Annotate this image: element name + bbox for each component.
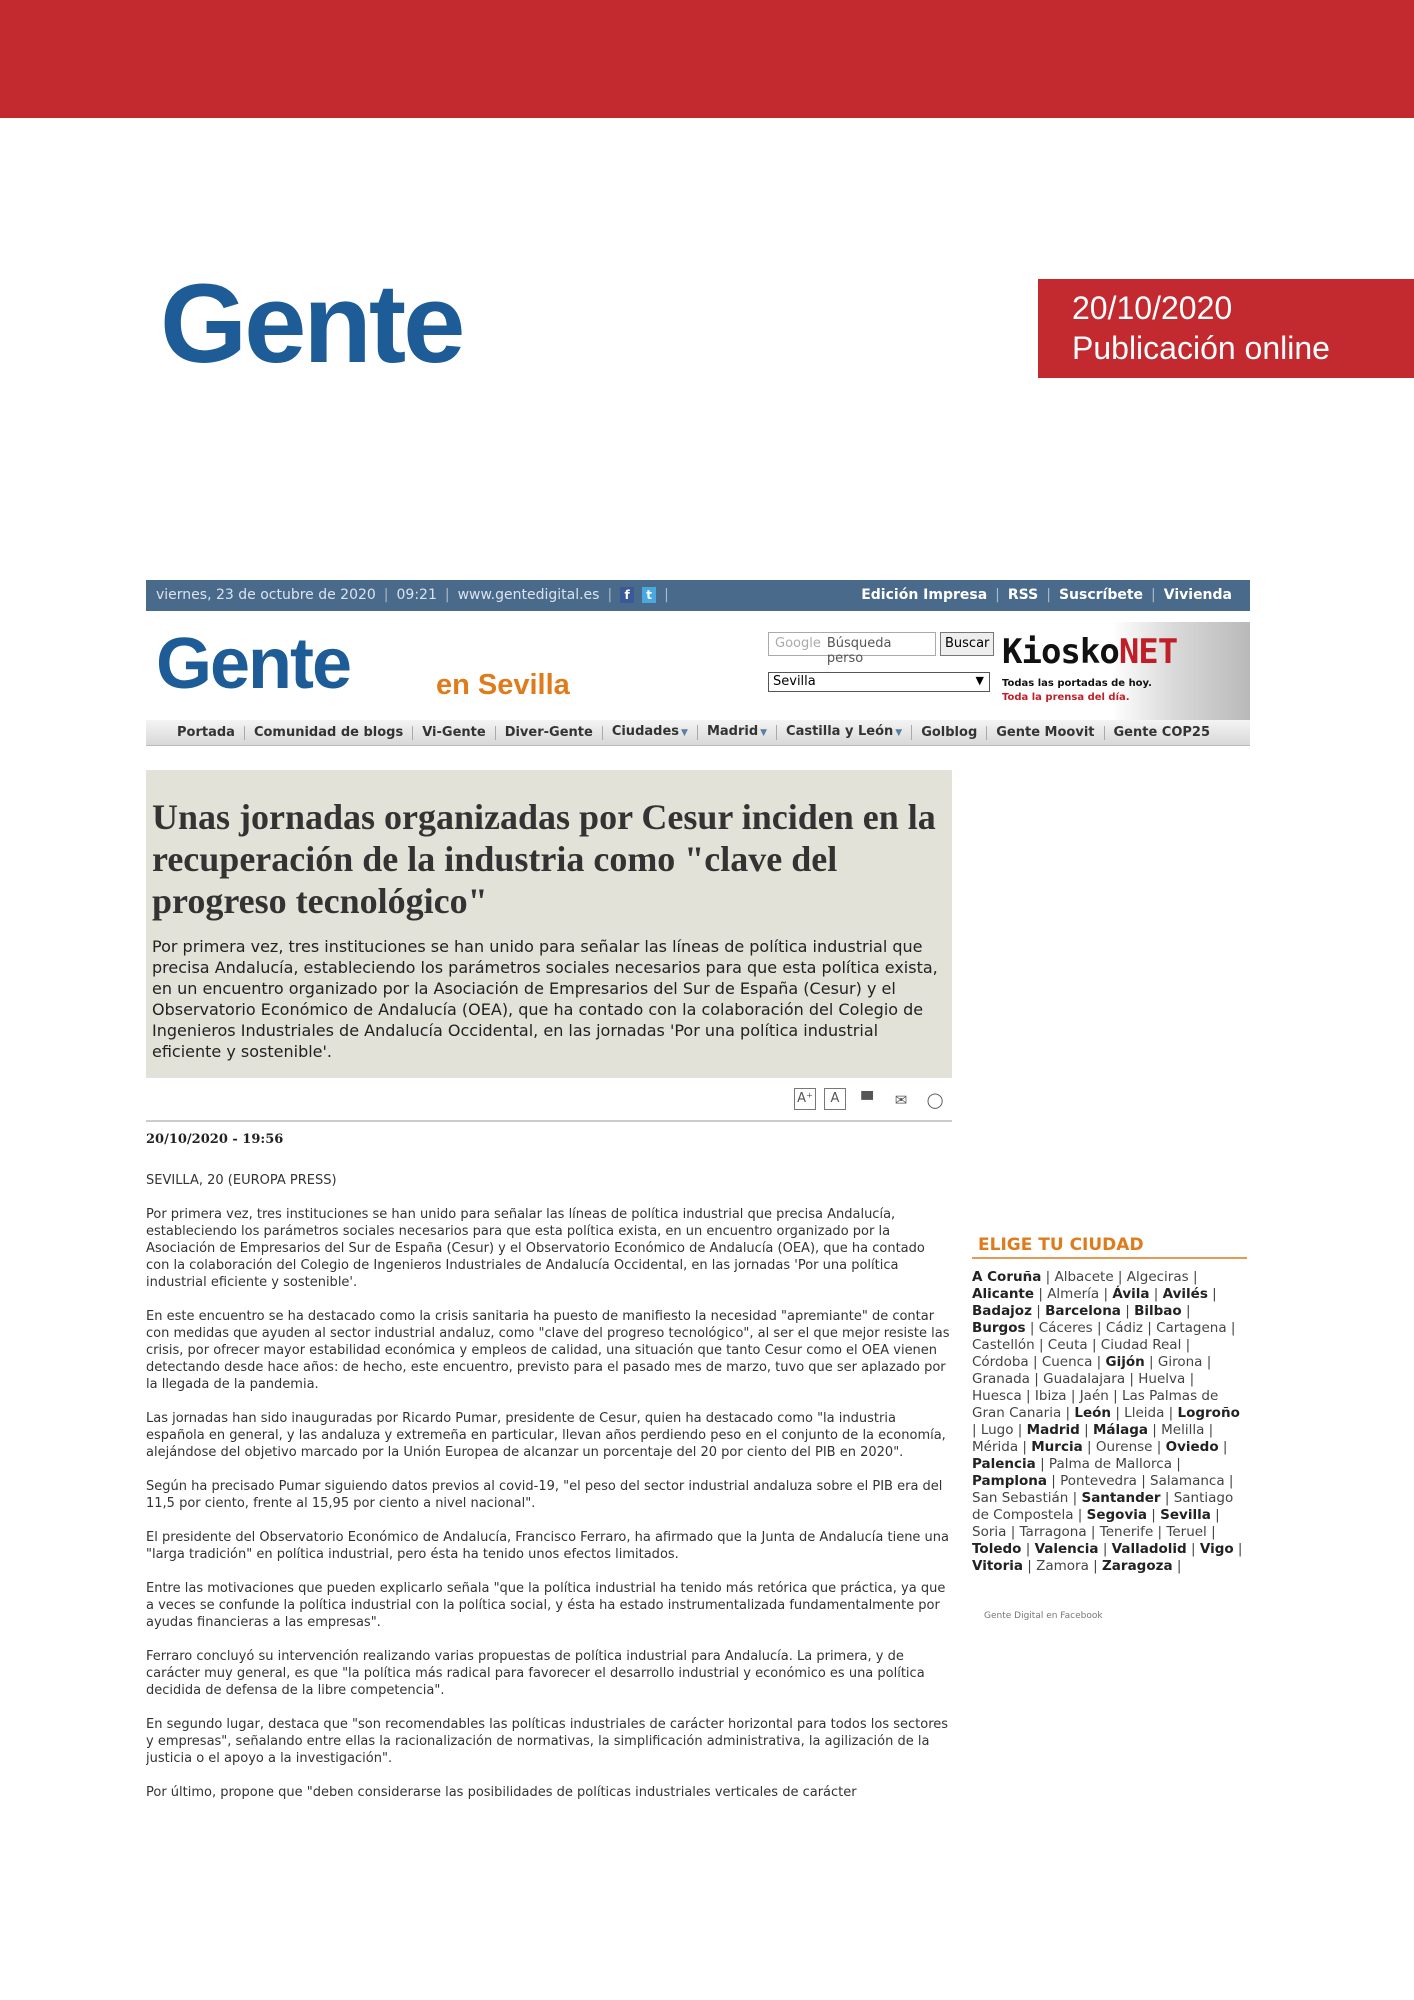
city-link[interactable]: Vigo xyxy=(1199,1541,1234,1557)
topbar-time: 09:21 xyxy=(396,587,437,603)
facebook-icon[interactable]: f xyxy=(620,587,634,603)
article-paragraph: En este encuentro se ha destacado como la crisis sanitaria ha puesto de manifiesto la necesidad "apremiante" de contar con medidas que ayuden al sector industrial andaluz, como "clave del progreso tecnológico", al ser el que mejor resiste las crisis, por ofrecer mayor estabilidad económica y empleos de calidad, una situación que tanto Cesur como el OEA vienen detectando desde hace años: de hecho, este encuentro, previsto para el pasado mes de marzo, tuvo que ser aplazado por la llegada de la pandemia. xyxy=(146,1309,950,1392)
city-link[interactable]: Logroño xyxy=(1177,1405,1240,1421)
city-link[interactable]: Murcia xyxy=(1031,1439,1083,1455)
article-paragraph: Por primera vez, tres instituciones se han unido para señalar las líneas de política industrial que precisa Andalucía, estableciendo los parámetros sociales necesarios para que esta política exista, en un encuentro organizado por la Asociación de Empresarios del Sur de España (Cesur) y el Observatorio Económico de Andalucía (OEA), que ha contado con la colaboración del Colegio de Ingenieros Industriales de Andalucía Occidental, en las jornadas 'Por una política industrial eficiente y sostenible'. xyxy=(146,1207,925,1290)
kiosko-tagline-2: Toda la prensa del día. xyxy=(1002,692,1130,703)
article-body xyxy=(146,1172,952,1812)
city-link[interactable]: Huesca xyxy=(972,1388,1022,1404)
nav-castilla-leon-label: Castilla y León xyxy=(786,724,894,739)
city-link[interactable]: Barcelona xyxy=(1045,1303,1121,1319)
article-paragraph: Entre las motivaciones que pueden explicarlo señala "que la política industrial ha tenido más retórica que práctica, ya que a veces se confunde la política industrial con la política social, y ésta ha estado instrumentalizada fundamentalmente por ayudas financieras a las empresas". xyxy=(146,1581,946,1630)
nav-madrid-label: Madrid xyxy=(706,724,759,739)
publication-type: Publicación online xyxy=(1072,330,1330,366)
font-decrease-icon[interactable]: A xyxy=(824,1088,846,1110)
caret-down-icon: ▼ xyxy=(895,728,903,738)
nav-gente-cop25[interactable]: Gente COP25 xyxy=(1113,724,1211,740)
article-title: Unas jornadas organizadas por Cesur inciden en la recuperación de la industria como "clave del progreso tecnológico" xyxy=(152,797,936,921)
link-suscribete[interactable]: Suscríbete xyxy=(1058,587,1144,603)
city-link[interactable]: Guadalajara xyxy=(1043,1371,1126,1387)
city-list: A Coruña | Albacete | Algeciras | Alicante | Almería | Ávila | Avilés | Badajoz | Barcelona | Bilbao | Burgos | Cáceres | Cádiz | Cartagena | Castellón | Ceuta | Ciudad Real | Córdoba | Cuenca | Gijón | Girona | Granada | Guadalajara | Huelva | Huesca | Ibiza | Jaén | Las Palmas de Gran Canaria | León | Lleida | Logroño | Lugo | Madrid | Málaga | Melilla | Mérida | Murcia | Ourense | Oviedo | Palencia | Palma de Mallorca | Pamplona | Pontevedra | Salamanca | San Sebastián | Santander | Santiago de Compostela | Segovia | Sevilla | Soria | Tarragona | Tenerife | Teruel | Toledo | Valencia | Valladolid | Vigo | Vitoria | Zamora | Zaragoza | xyxy=(972,1269,1243,1574)
article-paragraph: Según ha precisado Pumar siguiendo datos previos al covid-19, "el peso del sector industrial andaluza sobre el PIB era del 11,5 por ciento, frente al 15,95 por ciento a nivel nacional". xyxy=(146,1479,943,1511)
topbar-links: Edición Impresa | RSS | Suscríbete | Vivienda xyxy=(861,587,1232,603)
city-link[interactable]: Toledo xyxy=(972,1541,1022,1557)
city-link[interactable]: Oviedo xyxy=(1165,1439,1219,1455)
city-link[interactable]: Teruel xyxy=(1166,1524,1207,1540)
search-input[interactable] xyxy=(768,632,936,666)
site-edition: en Sevilla xyxy=(436,669,570,701)
kiosko-banner[interactable] xyxy=(998,622,1250,730)
print-icon[interactable]: ▀ xyxy=(861,1091,873,1109)
nav-castilla-leon[interactable] xyxy=(777,725,912,740)
publication-info-box xyxy=(1038,279,1414,378)
main-nav xyxy=(146,720,1250,746)
twitter-icon[interactable]: t xyxy=(642,587,656,603)
nav-vi-gente[interactable]: Vi-Gente xyxy=(413,726,495,740)
city-link[interactable]: Santiago de Compostela xyxy=(972,1490,1234,1523)
city-link[interactable]: Cuenca xyxy=(1041,1354,1093,1370)
city-link[interactable]: Almería xyxy=(1047,1286,1100,1302)
city-link[interactable]: Cáceres xyxy=(1038,1320,1093,1336)
city-link[interactable]: Avilés xyxy=(1162,1286,1208,1302)
article-paragraph: El presidente del Observatorio Económico de Andalucía, Francisco Ferraro, ha afirmado que la Junta de Andalucía tiene una "larga tradición" en política industrial, pero ésta ha tenido unos efectos limitados. xyxy=(146,1530,950,1562)
city-select[interactable] xyxy=(768,672,990,692)
city-link[interactable]: Huelva xyxy=(1138,1371,1186,1387)
headline-box xyxy=(146,770,952,1078)
web-clipping xyxy=(146,580,1250,1820)
link-edicion-impresa[interactable]: Edición Impresa xyxy=(861,587,988,603)
search-placeholder: Búsqueda perso xyxy=(826,636,892,666)
facebook-note[interactable]: Gente Digital en Facebook xyxy=(984,1611,1103,1621)
topbar-url[interactable]: www.gentedigital.es xyxy=(457,587,600,603)
city-link[interactable]: Pamplona xyxy=(972,1473,1047,1489)
city-link[interactable]: Soria xyxy=(972,1524,1007,1540)
caret-down-icon: ▼ xyxy=(681,728,688,738)
city-link[interactable]: Cádiz xyxy=(1105,1320,1143,1336)
city-link[interactable]: Valencia xyxy=(1034,1541,1099,1557)
city-link[interactable]: Ibiza xyxy=(1034,1388,1067,1404)
city-link[interactable]: Lugo xyxy=(980,1422,1014,1438)
email-icon[interactable]: ✉ xyxy=(894,1091,908,1109)
kiosko-net: NET xyxy=(1118,632,1178,672)
kiosko-tagline-1: Todas las portadas de hoy. xyxy=(1002,678,1152,689)
city-link[interactable]: Cartagena xyxy=(1156,1320,1227,1336)
city-link[interactable]: San Sebastián xyxy=(972,1490,1069,1506)
city-link[interactable]: Salamanca xyxy=(1150,1473,1225,1489)
sidebar-title: ELIGE TU CIUDAD xyxy=(972,1235,1247,1259)
city-link[interactable]: Bilbao xyxy=(1134,1303,1182,1319)
site-topbar: viernes, 23 de octubre de 2020 | 09:21 | www.gentedigital.es | f t | Edición Impresa | RSS | Suscríbete | Vivienda xyxy=(146,580,1250,611)
city-link[interactable]: Granada xyxy=(972,1371,1030,1387)
city-link[interactable]: Mérida xyxy=(972,1439,1019,1455)
city-link[interactable]: Lleida xyxy=(1124,1405,1165,1421)
city-sidebar xyxy=(972,1235,1247,1621)
nav-ciudades-label: Ciudades xyxy=(611,724,680,739)
city-link[interactable]: A Coruña xyxy=(972,1269,1042,1285)
city-link[interactable]: Algeciras xyxy=(1126,1269,1189,1285)
city-link[interactable]: Valladolid xyxy=(1111,1541,1187,1557)
city-link[interactable]: Santander xyxy=(1081,1490,1161,1506)
article-paragraph: En segundo lugar, destaca que "son recomendables las políticas industriales de carácter horizontal para todos los sectores y empresas", señalando entre ellas la racionalización de normativas, la simplificación administrativa, la agilización de la justicia o el apoyo a la investigación". xyxy=(146,1717,949,1766)
city-link[interactable]: Gijón xyxy=(1105,1354,1145,1370)
city-link[interactable]: Vitoria xyxy=(972,1558,1023,1574)
link-vivienda[interactable]: Vivienda xyxy=(1163,587,1232,603)
nav-gente-moovit[interactable]: Gente Moovit xyxy=(987,726,1104,740)
topbar-date: viernes, 23 de octubre de 2020 xyxy=(156,587,376,603)
city-link[interactable]: Ávila xyxy=(1112,1286,1150,1302)
article-paragraph: SEVILLA, 20 (EUROPA PRESS) xyxy=(146,1173,337,1188)
city-link[interactable]: Albacete xyxy=(1054,1269,1114,1285)
divider xyxy=(146,1120,952,1122)
city-link[interactable]: Alicante xyxy=(972,1286,1035,1302)
city-link[interactable]: Burgos xyxy=(972,1320,1026,1336)
city-link[interactable]: Tenerife xyxy=(1099,1524,1154,1540)
nav-golblog[interactable]: Golblog xyxy=(912,726,987,740)
nav-portada[interactable]: Portada xyxy=(168,726,245,740)
city-link[interactable]: Sevilla xyxy=(1160,1507,1211,1523)
city-link[interactable]: Ciudad Real xyxy=(1100,1337,1182,1353)
article-paragraph: Por último, propone que "deben considerarse las posibilidades de políticas industriales verticales de carácter xyxy=(146,1785,857,1800)
nav-diver-gente[interactable]: Diver-Gente xyxy=(496,726,603,740)
city-link[interactable]: Castellón xyxy=(972,1337,1035,1353)
city-link[interactable]: Pontevedra xyxy=(1060,1473,1137,1489)
city-link[interactable]: Málaga xyxy=(1092,1422,1149,1438)
city-link[interactable]: Segovia xyxy=(1086,1507,1147,1523)
city-link[interactable]: Palencia xyxy=(972,1456,1036,1472)
city-link[interactable]: Palma de Mallorca xyxy=(1048,1456,1172,1472)
publication-date: 20/10/2020 xyxy=(1072,290,1233,326)
city-link[interactable]: Ourense xyxy=(1095,1439,1153,1455)
city-link[interactable]: Zaragoza xyxy=(1102,1558,1173,1574)
site-logo[interactable]: Gente xyxy=(156,624,351,704)
article-paragraph: Ferraro concluyó su intervención realizando varias propuestas de política industrial para Andalucía. La primera, y de carácter muy general, es que "la política más radical para favorecer el desarrollo industrial y económico es una política decidida de defensa de la libre competencia". xyxy=(146,1649,925,1698)
city-link[interactable]: León xyxy=(1074,1405,1112,1421)
chevron-down-icon: ▼ xyxy=(975,674,984,687)
google-label: Google xyxy=(775,636,821,651)
caret-down-icon: ▼ xyxy=(760,728,768,738)
city-link[interactable]: Melilla xyxy=(1161,1422,1205,1438)
link-rss[interactable]: RSS xyxy=(1007,587,1039,603)
nav-comunidad-blogs[interactable]: Comunidad de blogs xyxy=(245,726,413,740)
article-datetime: 20/10/2020 - 19:56 xyxy=(146,1132,284,1147)
article-lead: Por primera vez, tres instituciones se han unido para señalar las líneas de política industrial que precisa Andalucía, estableciendo los parámetros sociales necesarios para que esta política exista, en un encuentro organizado por la Asociación de Empresarios del Sur de España (Cesur) y el Observatorio Económico de Andalucía (OEA), que ha contado con la colaboración del Colegio de Ingenieros Industriales de Andalucía Occidental, en las jornadas 'Por una política industrial eficiente y sostenible'. xyxy=(152,937,938,1061)
gente-logo: Gente xyxy=(160,261,463,386)
nav-ciudades[interactable] xyxy=(603,725,698,740)
city-link[interactable]: Jaén xyxy=(1079,1388,1109,1404)
city-link[interactable]: Girona xyxy=(1157,1354,1203,1370)
city-link[interactable]: Tarragona xyxy=(1019,1524,1087,1540)
city-link[interactable]: Zamora xyxy=(1036,1558,1089,1574)
article-tools xyxy=(794,1088,948,1112)
city-select-value: Sevilla xyxy=(773,674,816,689)
city-link[interactable]: Badajoz xyxy=(972,1303,1032,1319)
city-link[interactable]: Madrid xyxy=(1026,1422,1080,1438)
comment-icon[interactable]: ◯ xyxy=(926,1091,944,1109)
city-link[interactable]: Las Palmas de Gran Canaria xyxy=(972,1388,1219,1421)
city-link[interactable]: Córdoba xyxy=(972,1354,1029,1370)
article-paragraph: Las jornadas han sido inauguradas por Ricardo Pumar, presidente de Cesur, quien ha destacado como "la industria española en general, y las andaluza y extremeña en particular, llevan años perdiendo peso en el conjunto de la economía, alejándose del objetivo marcado por la Unión Europea de alcanzar un porcentaje del 20 por ciento del PIB en 2020". xyxy=(146,1411,946,1460)
top-red-band xyxy=(0,0,1414,118)
search-button[interactable]: Buscar xyxy=(940,632,994,656)
font-increase-icon[interactable]: A⁺ xyxy=(794,1088,816,1110)
kiosko-brand: Kiosko xyxy=(1002,632,1119,672)
city-link[interactable]: Ceuta xyxy=(1047,1337,1088,1353)
nav-madrid[interactable] xyxy=(698,725,777,740)
